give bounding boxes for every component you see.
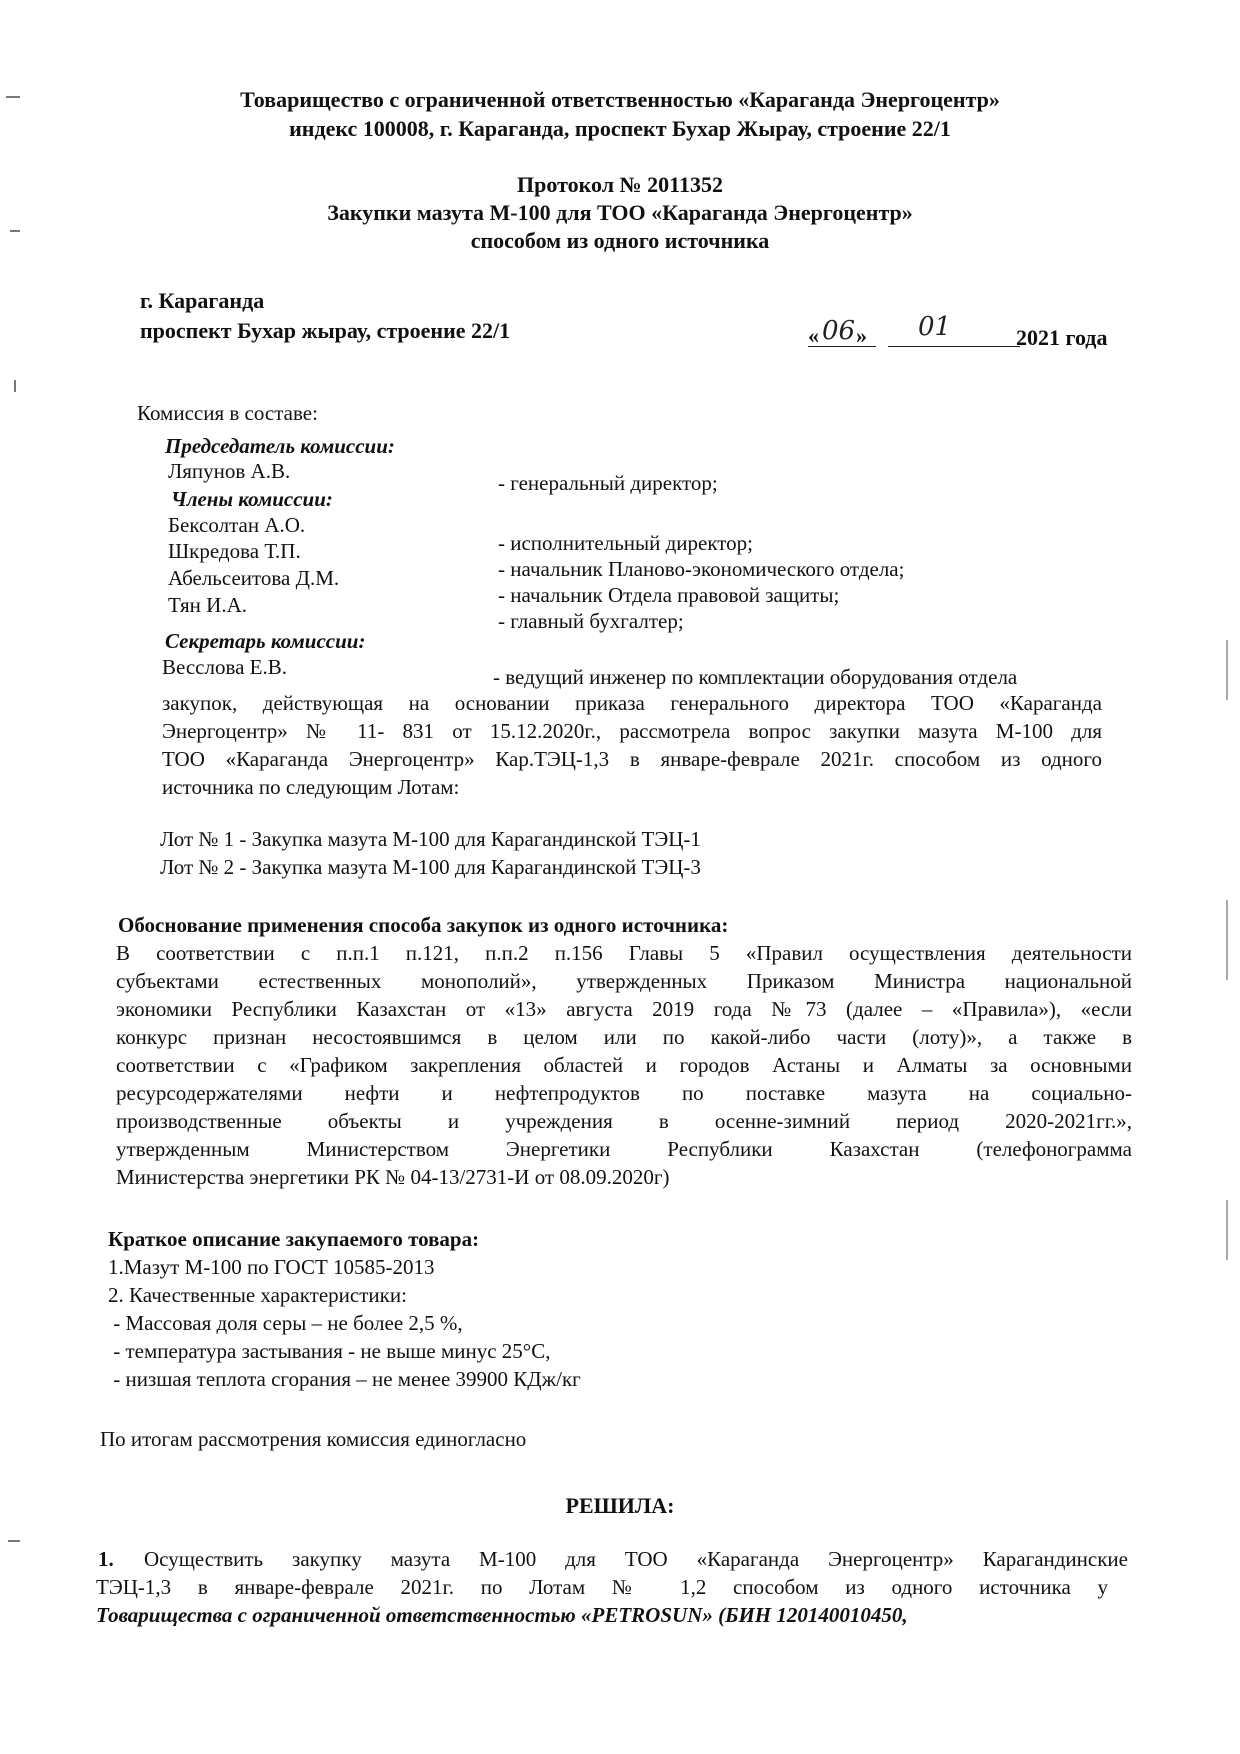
commission-paragraph-line: Энергоцентр» № 11- 831 от 15.12.2020г., рассмотрела вопрос закупки мазута М-100 для	[162, 719, 1102, 743]
justification-line: соответствии с «Графиком закрепления областей и городов Астаны и Алматы за основными	[116, 1053, 1132, 1077]
justification-line: ресурсодержателями нефти и нефтепродуктов по поставке мазута на социально-	[116, 1081, 1132, 1105]
members-label: Члены комиссии:	[171, 487, 333, 511]
decided-heading: РЕШИЛА:	[565, 1493, 675, 1518]
commission-paragraph-line: источника по следующим Лотам:	[162, 775, 460, 799]
chair-name: Ляпунов А.В.	[168, 459, 291, 483]
date-year: 2021 года	[1016, 325, 1108, 350]
date-day-underline	[808, 346, 876, 347]
description-line: - Массовая доля серы – не более 2,5 %,	[108, 1311, 463, 1335]
justification-heading: Обоснование применения способа закупок из одного источника:	[118, 913, 729, 937]
scan-mark	[1226, 1200, 1228, 1260]
scan-mark	[14, 380, 16, 392]
scan-mark	[1226, 640, 1228, 700]
commission-paragraph-line: закупок, действующая на основании приказа генерального директора ТОО «Караганда	[162, 691, 1102, 715]
lot-item: Лот № 1 - Закупка мазута М-100 для Карагандинской ТЭЦ-1	[160, 827, 701, 851]
justification-line: конкурс признан несостоявшимся в целом или по какой-либо части (лоту)», а также в	[116, 1025, 1132, 1049]
member-role: - начальник Отдела правовой защиты;	[498, 583, 840, 607]
description-line: 1.Мазут М-100 по ГОСТ 10585-2013	[108, 1255, 435, 1279]
lot-item: Лот № 2 - Закупка мазута М-100 для Карагандинской ТЭЦ-3	[160, 855, 701, 879]
member-name: Тян И.А.	[168, 593, 248, 617]
scan-mark	[1226, 900, 1228, 980]
place-city: г. Караганда	[140, 288, 265, 313]
commission-intro: Комиссия в составе:	[137, 401, 318, 425]
description-line: - температура застывания - не выше минус 25°С,	[108, 1339, 551, 1363]
justification-line: производственные объекты и учреждения в осенне-зимний период 2020-2021гг.»,	[116, 1109, 1132, 1133]
decision-line: Товарищества с ограниченной ответственностью «PETROSUN» (БИН 120140010450,	[96, 1603, 908, 1627]
member-role: - исполнительный директор;	[498, 531, 754, 555]
org-address-line: индекс 100008, г. Караганда, проспект Бухар Жырау, строение 22/1	[289, 116, 951, 141]
decision-line: ТЭЦ-1,3 в январе-феврале 2021г. по Лотам № 1,2 способом из одного источника у	[96, 1575, 1108, 1599]
member-role: - главный бухгалтер;	[498, 609, 684, 633]
justification-line: утвержденным Министерством Энергетики Республики Казахстан (телефонограмма	[116, 1137, 1132, 1161]
place-address: проспект Бухар жырау, строение 22/1	[140, 318, 511, 343]
date-open-quote: «	[808, 323, 819, 348]
description-line: - низшая теплота сгорания – не менее 39900 КДж/кг	[108, 1367, 581, 1391]
scan-mark	[6, 96, 20, 98]
date-month: 01	[918, 312, 952, 342]
protocol-subject: Закупки мазута М-100 для ТОО «Караганда Энергоцентр»	[327, 200, 913, 225]
protocol-title: Протокол № 2011352	[517, 172, 723, 197]
chair-label: Председатель комиссии:	[165, 434, 395, 458]
chair-role: - генеральный директор;	[498, 471, 718, 495]
result-intro: По итогам рассмотрения комиссия единогласно	[100, 1427, 527, 1451]
scan-mark	[10, 230, 20, 232]
decision-number: 1.	[98, 1547, 114, 1571]
justification-line: субъектами естественных монополий», утвержденных Приказом Министра национальной	[116, 969, 1132, 993]
description-line: 2. Качественные характеристики:	[108, 1283, 407, 1307]
scan-mark	[8, 1540, 20, 1542]
member-name: Бексолтан А.О.	[168, 513, 306, 537]
date-month-underline	[888, 346, 1020, 347]
description-heading: Краткое описание закупаемого товара:	[108, 1227, 480, 1251]
org-name-line: Товарищество с ограниченной ответственностью «Караганда Энергоцентр»	[240, 87, 1000, 112]
date-close-quote: »	[856, 323, 867, 348]
date-day: 06	[822, 316, 856, 346]
justification-line: Министерства энергетики РК № 04-13/2731-И от 08.09.2020г)	[116, 1165, 670, 1189]
justification-line: В соответствии с п.п.1 п.121, п.п.2 п.156 Главы 5 «Правил осуществления деятельности	[116, 941, 1132, 965]
member-name: Шкредова Т.П.	[168, 539, 301, 563]
commission-paragraph-line: ТОО «Караганда Энергоцентр» Кар.ТЭЦ-1,3 в январе-феврале 2021г. способом из одного	[162, 747, 1102, 771]
secretary-role: - ведущий инженер по комплектации оборудования отдела	[493, 665, 1018, 689]
member-name: Абельсеитова Д.М.	[168, 566, 340, 590]
decision-line: Осуществить закупку мазута М-100 для ТОО «Караганда Энергоцентр» Карагандинские	[144, 1547, 1128, 1571]
secretary-name: Весслова Е.В.	[162, 655, 288, 679]
secretary-label: Секретарь комиссии:	[165, 629, 366, 653]
protocol-method: способом из одного источника	[470, 228, 770, 253]
justification-line: экономики Республики Казахстан от «13» августа 2019 года №73 (далее – «Правила»), «если	[116, 997, 1132, 1021]
document-date	[808, 312, 1118, 352]
member-role: - начальник Планово-экономического отдела;	[498, 557, 905, 581]
